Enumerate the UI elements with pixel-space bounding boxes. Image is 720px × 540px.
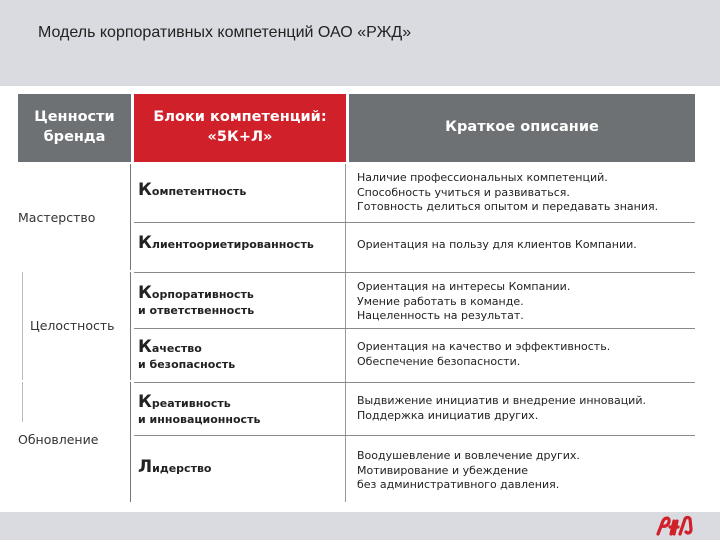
rzd-logo-icon	[655, 515, 697, 537]
description-1-line1: Наличие профессиональных компетенций.	[357, 171, 608, 184]
value-separator-2	[130, 272, 131, 380]
competence-5	[138, 392, 260, 427]
value-divider-b	[22, 382, 23, 422]
competence-4-name: ачество	[151, 342, 202, 355]
row-separator-4	[134, 382, 695, 383]
competence-3-name: орпоративность	[151, 288, 254, 301]
value-mastery: Мастерство	[18, 210, 96, 225]
competence-2-name: лиентоориетированность	[151, 238, 314, 251]
competence-2-initial: К	[138, 233, 152, 253]
description-5-line1: Выдвижение инициатив и внедрение инноваций.	[357, 394, 646, 407]
description-3-line3: Нацеленность на результат.	[357, 309, 524, 323]
competence-6-initial: Л	[138, 457, 153, 477]
competence-3-line2: и ответственность	[138, 304, 255, 318]
competence-4-initial: К	[138, 337, 152, 357]
description-3-line1: Ориентация на интересы Компании.	[357, 280, 571, 293]
header-values-line2: бренда	[43, 129, 106, 145]
competence-1-name: омпетентность	[151, 185, 247, 198]
header-blocks-line1: Блоки компетенций:	[153, 109, 327, 126]
value-integrity: Целостность	[30, 318, 115, 333]
row-separator-1	[134, 222, 695, 223]
description-separator	[345, 164, 346, 502]
header-blocks	[134, 94, 346, 162]
value-separator-3	[130, 382, 131, 502]
header-values	[18, 94, 131, 162]
row-separator-2	[134, 272, 695, 273]
competence-1-initial: К	[138, 180, 152, 200]
competence-4	[138, 337, 235, 372]
header-description-label: Краткое описание	[445, 119, 599, 136]
competence-4-line2: и безопасность	[138, 358, 236, 372]
competence-3-initial: К	[138, 283, 152, 303]
description-6	[357, 449, 702, 493]
description-6-line1: Воодушевление и вовлечение других.	[357, 449, 580, 462]
description-3-line2: Умение работать в команде.	[357, 294, 524, 308]
description-6-line2: Мотивирование и убеждение	[357, 463, 529, 477]
competence-2	[138, 233, 314, 254]
description-1	[357, 171, 702, 215]
description-2	[357, 238, 702, 253]
value-renewal: Обновление	[18, 432, 99, 447]
value-divider-a	[22, 272, 23, 380]
row-separator-5	[134, 435, 695, 436]
description-4	[357, 340, 702, 369]
page-title: Модель корпоративных компетенций ОАО «РЖД»	[38, 24, 412, 41]
description-5	[357, 394, 702, 423]
competence-6-name: идерство	[152, 462, 212, 475]
competence-5-initial: К	[138, 392, 152, 412]
title-band	[0, 0, 720, 86]
value-separator-1	[130, 164, 131, 270]
competence-5-line2: и инновационность	[138, 413, 261, 427]
competence-1	[138, 180, 246, 201]
description-5-line2: Поддержка инициатив других.	[357, 408, 539, 422]
description-4-line1: Ориентация на качество и эффективность.	[357, 340, 611, 353]
header-description	[349, 94, 695, 162]
description-6-line3: без административного давления.	[357, 478, 560, 492]
description-1-line3: Готовность делиться опытом и передавать знания.	[357, 200, 659, 214]
description-1-line2: Способность учиться и развиваться.	[357, 185, 570, 199]
competence-6	[138, 457, 211, 478]
description-4-line2: Обеспечение безопасности.	[357, 354, 521, 368]
description-3	[357, 280, 702, 324]
description-2-line1: Ориентация на пользу для клиентов Компании.	[357, 238, 637, 251]
competence-3	[138, 283, 254, 318]
header-blocks-line2: «5К+Л»	[207, 129, 273, 145]
header-values-line1: Ценности	[34, 109, 115, 126]
footer-band	[0, 512, 720, 540]
competence-5-name: реативность	[151, 397, 231, 410]
row-separator-3	[134, 328, 695, 329]
